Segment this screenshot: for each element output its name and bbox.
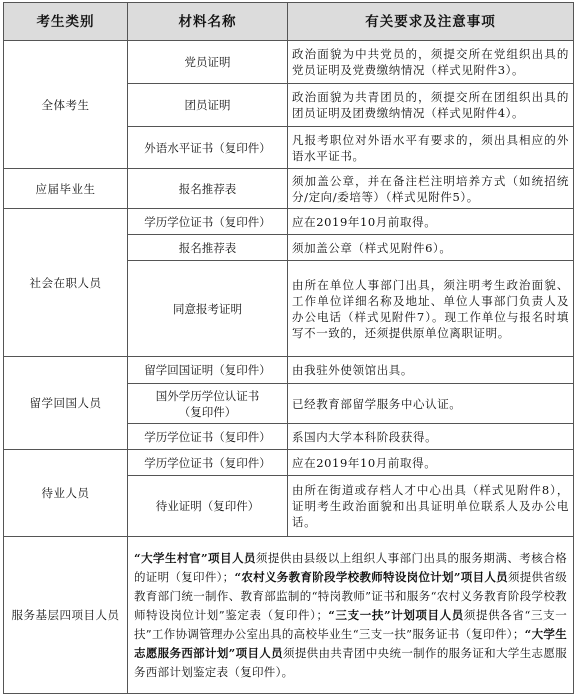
requirement-returnee-degree: 系国内大学本科阶段获得。: [288, 424, 574, 450]
requirement-returnee-foreign: 已经教育部留学服务中心认证。: [288, 384, 574, 424]
header-requirement: 有关要求及注意事项: [288, 3, 574, 41]
requirement-employed-consent: 由所在单位人事部门出具，须注明考生政治面貌、工作单位详细名称及地址、单位人事部门负责人及办公电话（样式见附件7）。现工作单位与报名时填写不一致的，还须提供原单位离职证明。: [288, 261, 574, 357]
grassroots-p2-text: 须提供省级教育部门统一制作、教育部监制的“特岗教师”证书和服务“农村义务教育阶段学校教师特设岗位计划”鉴定表（复印件）；: [134, 569, 567, 622]
material-graduate-recommend: 报名推荐表: [128, 169, 288, 209]
category-all: 全体考生: [4, 41, 128, 169]
requirement-language: 凡报考职位对外语水平有要求的，须出具相应的外语水平证书。: [288, 127, 574, 169]
grassroots-p1-title: “大学生村官”项目人员: [134, 550, 256, 565]
table-row: [4, 209, 574, 235]
table-row: [4, 450, 574, 476]
material-employed-consent: 同意报考证明: [128, 261, 288, 357]
requirement-returnee-proof: 由我驻外使领馆出具。: [288, 357, 574, 384]
grassroots-p3-title: “三支一扶”计划项目人员: [328, 607, 464, 622]
category-grassroots: 服务基层四项目人员: [4, 537, 128, 694]
header-category: 考生类别: [4, 3, 128, 41]
material-employed-recommend: 报名推荐表: [128, 235, 288, 261]
material-returnee-proof: 留学回国证明（复印件）: [128, 357, 288, 384]
table-row: [4, 537, 574, 694]
material-returnee-degree: 学历学位证书（复印件）: [128, 424, 288, 450]
requirement-employed-degree: 应在2019年10月前取得。: [288, 209, 574, 235]
header-material: 材料名称: [128, 3, 288, 41]
material-returnee-foreign-line2: （复印件）: [178, 404, 237, 419]
requirement-party: 政治面貌为中共党员的，须提交所在党组织出具的党员证明及党费缴纳情况（样式见附件3）。: [288, 41, 574, 84]
grassroots-p3-text: 须提供各省“三支一扶”工作协调管理办公室出具的高校毕业生“三支一扶”服务证书（复印件）；: [134, 607, 568, 641]
requirement-unemployed-proof: 由所在街道或存档人才中心出具（样式见附件8），证明考生政治面貌和出具证明单位联系人及办公电话。: [288, 476, 574, 537]
requirement-unemployed-degree: 应在2019年10月前取得。: [288, 450, 574, 476]
header-row: [4, 3, 574, 41]
requirement-employed-recommend: 须加盖公章（样式见附件6）。: [288, 235, 574, 261]
material-unemployed-degree: 学历学位证书（复印件）: [128, 450, 288, 476]
grassroots-p1-text: 须提供由县级以上组织人事部门出具的服务期满、考核合格的证明（复印件）；: [134, 550, 568, 584]
requirements-table: [3, 2, 574, 694]
grassroots-p4-title: “大学生志愿服务西部计划”项目人员: [134, 626, 567, 660]
requirement-league: 政治面貌为共青团员的，须提交所在团组织出具的团员证明及团费缴纳情况（样式见附件4）。: [288, 84, 574, 127]
table-row: [4, 169, 574, 209]
material-language: 外语水平证书（复印件）: [128, 127, 288, 169]
material-party: 党员证明: [128, 41, 288, 84]
table-row: [4, 41, 574, 84]
material-unemployed-proof: 待业证明（复印件）: [128, 476, 288, 537]
grassroots-p4-text: 须提供由共青团中央统一制作的服务证和大学生志愿服务西部计划鉴定表（复印件）。: [134, 645, 567, 679]
category-unemployed: 待业人员: [4, 450, 128, 537]
material-employed-degree: 学历学位证书（复印件）: [128, 209, 288, 235]
category-returnee: 留学回国人员: [4, 357, 128, 450]
material-returnee-foreign: [128, 384, 288, 424]
grassroots-p2-title: “农村义务教育阶段学校教师特设岗位计划”项目人员: [234, 569, 508, 584]
material-league: 团员证明: [128, 84, 288, 127]
requirement-graduate-recommend: 须加盖公章，并在备注栏注明培养方式（如统招统分/定向/委培等）（样式见附件5）。: [288, 169, 574, 209]
material-returnee-foreign-line1: 国外学历学位认证书: [155, 388, 260, 403]
requirement-grassroots: [128, 537, 574, 694]
category-graduate: 应届毕业生: [4, 169, 128, 209]
category-employed: 社会在职人员: [4, 209, 128, 357]
table-row: [4, 357, 574, 384]
